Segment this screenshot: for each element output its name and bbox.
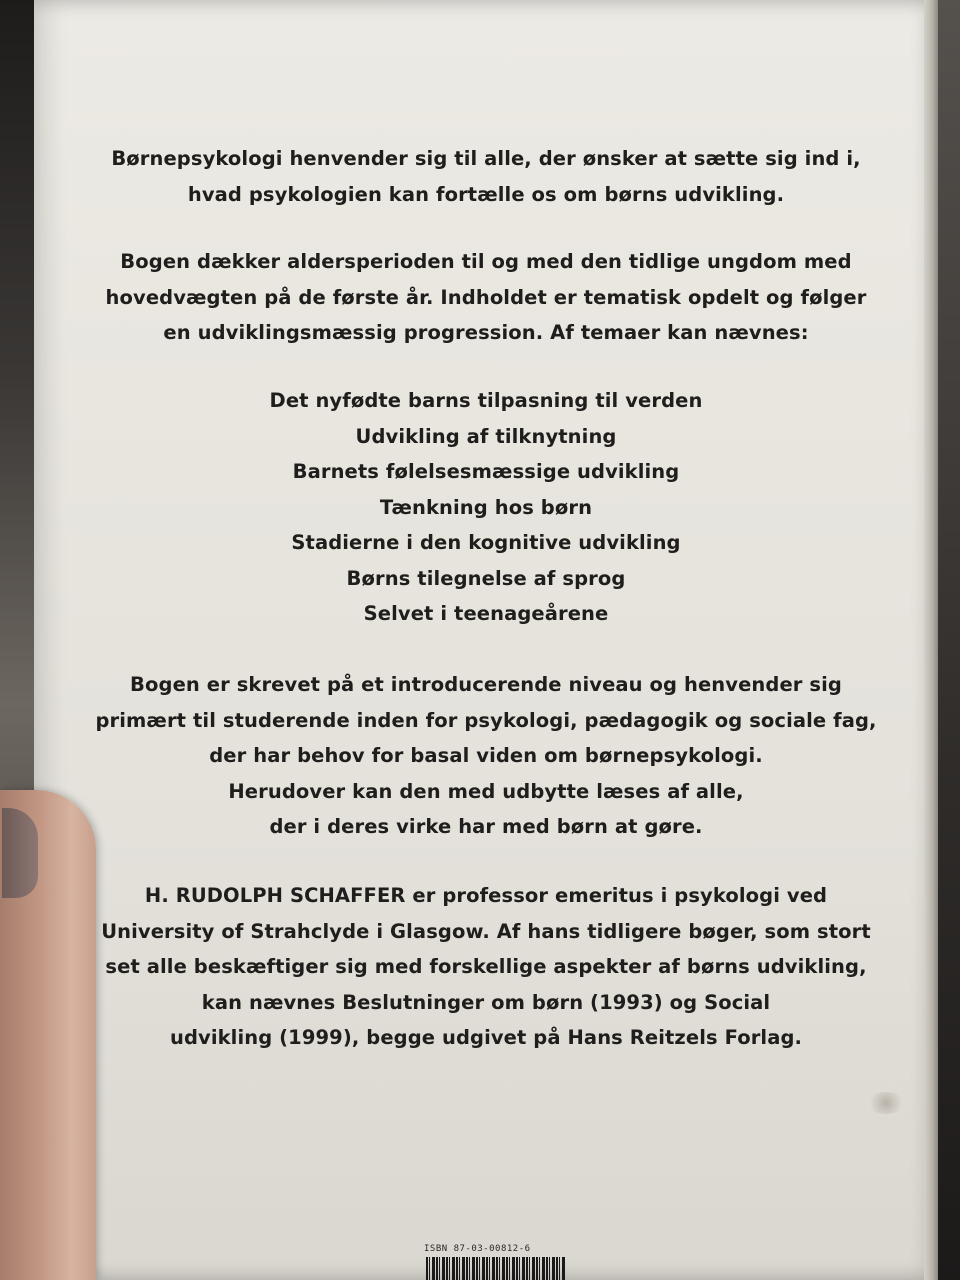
- audience-line: der i deres virke har med børn at gøre.: [269, 815, 703, 838]
- thumbnail-nail: [2, 808, 38, 898]
- book-back-cover: [34, 0, 938, 1280]
- topic-item: Stadierne i den kognitive udvikling: [291, 531, 681, 554]
- audience-line: Herudover kan den med udbytte læses af alle,: [228, 779, 744, 803]
- scope-line: hovedvægten på de første år. Indholdet er tematisk opdelt og følger: [105, 285, 867, 309]
- author-bio: [34, 878, 938, 1056]
- bio-line: set alle beskæftiger sig med forskellige aspekter af børns udvikling,: [105, 955, 867, 978]
- barcode: [426, 1257, 566, 1280]
- isbn-label: ISBN 87-03-00812-6: [424, 1244, 531, 1254]
- intro-line: hvad psykologien kan fortælle os om børns udvikling.: [187, 182, 785, 206]
- cover-scuff: [866, 1092, 906, 1114]
- topic-list: [34, 383, 938, 632]
- topic-item: Selvet i teenageårene: [363, 602, 609, 625]
- audience-line: Bogen er skrevet på et introducerende niveau og henvender sig: [130, 673, 842, 696]
- intro-paragraph: [34, 141, 938, 212]
- bio-line: University of Strahclyde i Glasgow. Af hans tidligere bøger, som stort: [101, 919, 871, 943]
- intro-line: Børnepsykologi henvender sig til alle, der ønsker at sætte sig ind i,: [111, 147, 861, 170]
- topic-item: Tænkning hos børn: [379, 495, 593, 519]
- bio-line: H. RUDOLPH SCHAFFER er professor emeritus i psykologi ved: [144, 884, 828, 907]
- topic-item: Barnets følelsesmæssige udvikling: [292, 460, 680, 483]
- topic-item: Det nyfødte barns tilpasning til verden: [269, 389, 703, 412]
- topic-item: Børns tilegnelse af sprog: [346, 566, 626, 590]
- bio-line: udvikling (1999), begge udgivet på Hans Reitzels Forlag.: [169, 1026, 803, 1049]
- audience-paragraph: [34, 667, 938, 845]
- audience-line: der har behov for basal viden om børnepsykologi.: [209, 744, 763, 767]
- topic-item: Udvikling af tilknytning: [355, 424, 617, 448]
- audience-line: primært til studerende inden for psykologi, pædagogik og sociale fag,: [95, 708, 877, 732]
- scope-line: en udviklingsmæssig progression. Af temaer kan nævnes:: [163, 321, 809, 344]
- scope-line: Bogen dækker aldersperioden til og med den tidlige ungdom med: [120, 250, 852, 273]
- scope-paragraph: [34, 244, 938, 351]
- bio-line: kan nævnes Beslutninger om børn (1993) og Social: [201, 990, 771, 1014]
